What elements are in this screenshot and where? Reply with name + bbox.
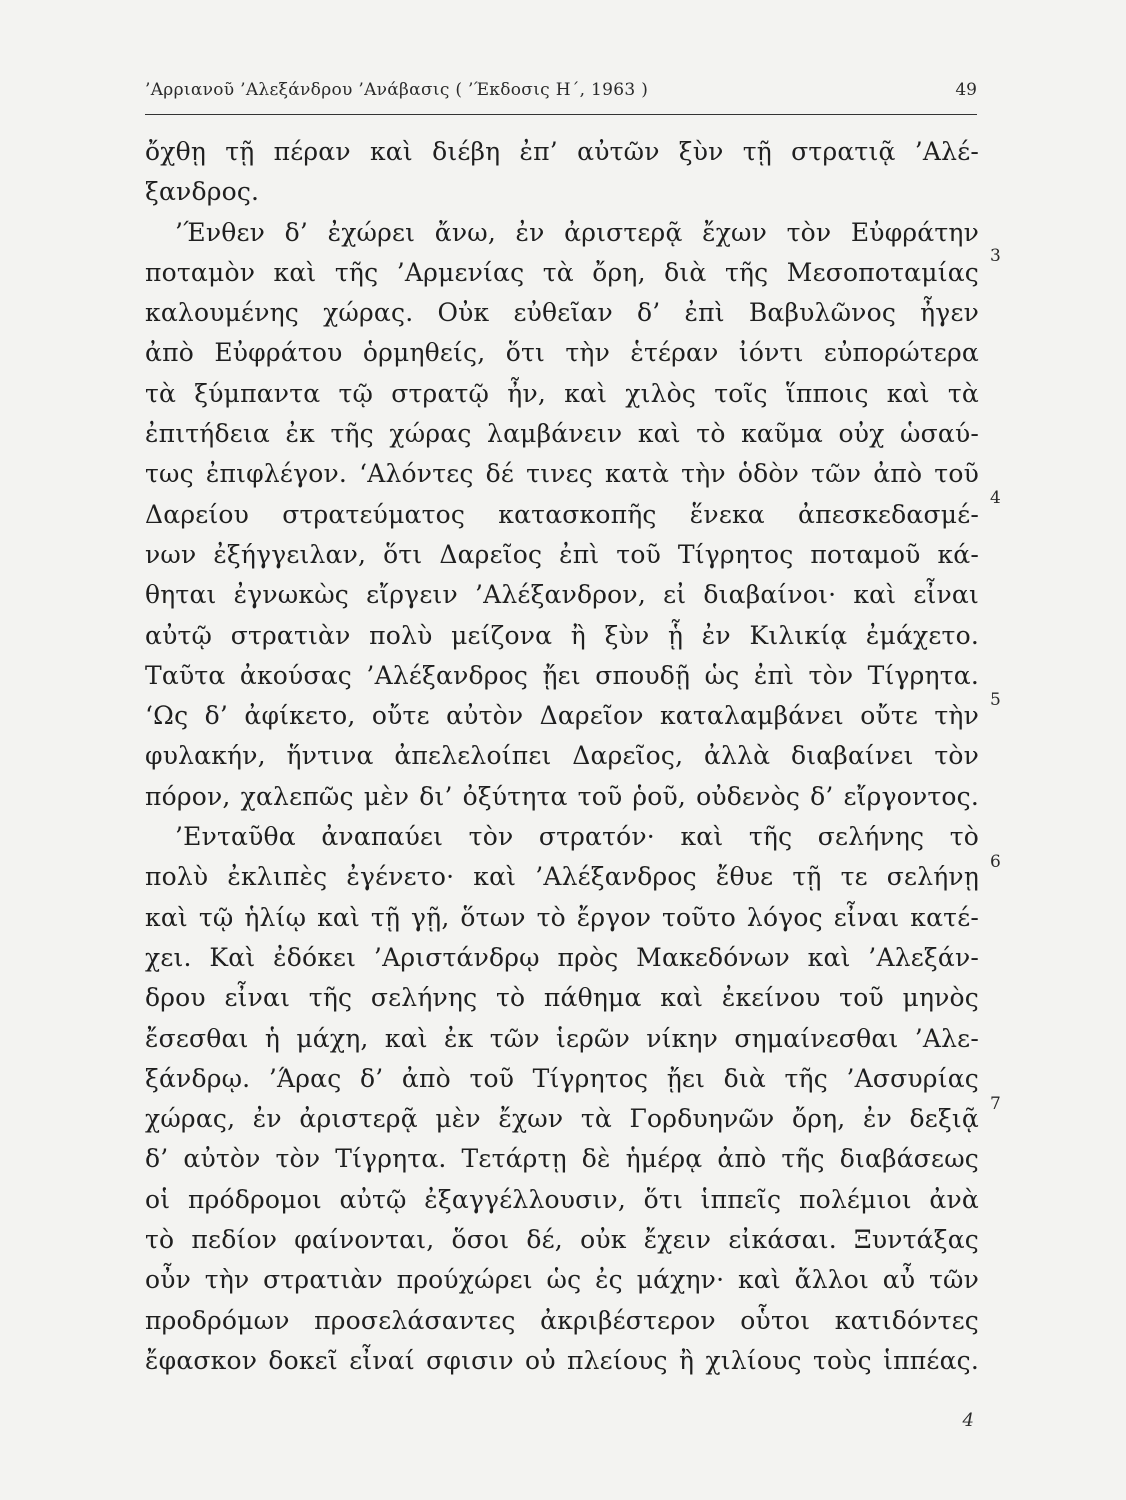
header-title: ’Αρριανοῦ ’Αλεξάνδρου ’Ανάβασις ( ’Έκδοσις Η΄, 1963 ) [145,80,649,100]
running-header [145,80,977,115]
text-line: πόρον, χαλεπῶς μὲν δι’ ὀξύτητα τοῦ ῥοῦ, οὐδενὸς δ’ εἴργοντος. [145,781,979,811]
text-line: ἀπὸ Εὐφράτου ὁρμηθείς, ὅτι τὴν ἑτέραν ἰόντι εὐπορώτερα [145,338,979,368]
text-line: ’Ενταῦθα ἀναπαύει τὸν στρατόν· καὶ τῆς σελήνης τὸ [175,822,979,852]
text-line: δ’ αὐτὸν τὸν Τίγρητα. Τετάρτῃ δὲ ἡμέρᾳ ἀπὸ τῆς διαβάσεως [145,1144,979,1174]
text-line: Ταῦτα ἀκούσας ’Αλέξανδρος ᾔει σπουδῇ ὡς ἐπὶ τὸν Τίγρητα. [145,660,979,690]
text-line: δρου εἶναι τῆς σελήνης τὸ πάθημα καὶ ἐκείνου τοῦ μηνὸς [145,983,979,1013]
text-line: οἱ πρόδρομοι αὐτῷ ἐξαγγέλλουσιν, ὅτι ἱππεῖς πολέμιοι ἀνὰ [145,1184,979,1214]
text-line: καλουμένης χώρας. Οὐκ εὐθεῖαν δ’ ἐπὶ Βαβυλῶνος ἦγεν [145,298,979,328]
text-line: Δαρείου στρατεύματος κατασκοπῆς ἕνεκα ἀπεσκεδασμέ- [145,499,979,529]
section-number: 4 [990,488,1001,508]
text-line: ’Ένθεν δ’ ἐχώρει ἄνω, ἐν ἀριστερᾷ ἔχων τὸν Εὐφράτην [175,217,979,247]
text-line: ὄχθῃ τῇ πέραν καὶ διέβη ἐπ’ αὐτῶν ξὺν τῇ στρατιᾷ ’Αλέ- [145,137,979,166]
text-line: ξανδρος. [145,177,260,207]
text-line: χει. Καὶ ἐδόκει ’Αριστάνδρῳ πρὸς Μακεδόνων καὶ ’Αλεξάν- [145,942,979,972]
signature-mark: 4 [962,1410,974,1431]
text-line: ξάνδρῳ. ’Άρας δ’ ἀπὸ τοῦ Τίγρητος ᾔει διὰ τῆς ’Ασσυρίας [145,1063,979,1093]
section-number: 5 [990,690,1001,710]
text-line: ‘Ως δ’ ἀφίκετο, οὔτε αὐτὸν Δαρεῖον καταλαμβάνει οὔτε τὴν [145,701,979,731]
section-number: 6 [990,852,1001,872]
text-line: φυλακήν, ἥντινα ἀπελελοίπει Δαρεῖος, ἀλλὰ διαβαίνει τὸν [145,741,979,771]
text-line: νων ἐξήγγειλαν, ὅτι Δαρεῖος ἐπὶ τοῦ Τίγρητος ποταμοῦ κά- [145,539,979,569]
text-line: οὖν τὴν στρατιὰν προύχώρει ὡς ἐς μάχην· καὶ ἄλλοι αὖ τῶν [145,1265,979,1295]
text-line: πολὺ ἐκλιπὲς ἐγένετο· καὶ ’Αλέξανδρος ἔθυε τῇ τε σελήνῃ [145,862,979,892]
text-line: καὶ τῷ ἡλίῳ καὶ τῇ γῇ, ὅτων τὸ ἔργον τοῦτο λόγος εἶναι κατέ- [145,902,979,932]
text-line: αὐτῷ στρατιὰν πολὺ μείζονα ἢ ξὺν ᾗ ἐν Κιλικίᾳ ἐμάχετο. [145,620,979,650]
main-text [145,132,1001,1381]
section-number: 7 [990,1094,1001,1114]
text-line: τως ἐπιφλέγον. ‘Αλόντες δέ τινες κατὰ τὴν ὁδὸν τῶν ἀπὸ τοῦ [145,459,979,489]
text-line: ἐπιτήδεια ἐκ τῆς χώρας λαμβάνειν καὶ τὸ καῦμα οὐχ ὡσαύ- [145,419,979,449]
text-line: χώρας, ἐν ἀριστερᾷ μὲν ἔχων τὰ Γορδυηνῶν ὄρη, ἐν δεξιᾷ [145,1104,979,1134]
text-line: τὰ ξύμπαντα τῷ στρατῷ ἦν, καὶ χιλὸς τοῖς ἵπποις καὶ τὰ [145,378,979,408]
text-line: προδρόμων προσελάσαντες ἀκριβέστερον οὗτοι κατιδόντες [145,1305,979,1335]
page-number: 49 [955,80,977,100]
text-line: ποταμὸν καὶ τῆς ’Αρμενίας τὰ ὄρη, διὰ τῆς Μεσοποταμίας [145,257,979,287]
text-line: ἔσεσθαι ἡ μάχη, καὶ ἐκ τῶν ἱερῶν νίκην σημαίνεσθαι ’Αλε- [145,1023,979,1053]
text-line: θηται ἐγνωκὼς εἴργειν ’Αλέξανδρον, εἰ διαβαίνοι· καὶ εἶναι [145,580,979,610]
text-line: τὸ πεδίον φαίνονται, ὅσοι δέ, οὐκ ἔχειν εἰκάσαι. Ξυντάξας [145,1225,979,1255]
section-number: 3 [990,246,1001,266]
text-line: ἔφασκον δοκεῖ εἶναί σφισιν οὐ πλείους ἢ χιλίους τοὺς ἱππέας. [145,1345,979,1375]
